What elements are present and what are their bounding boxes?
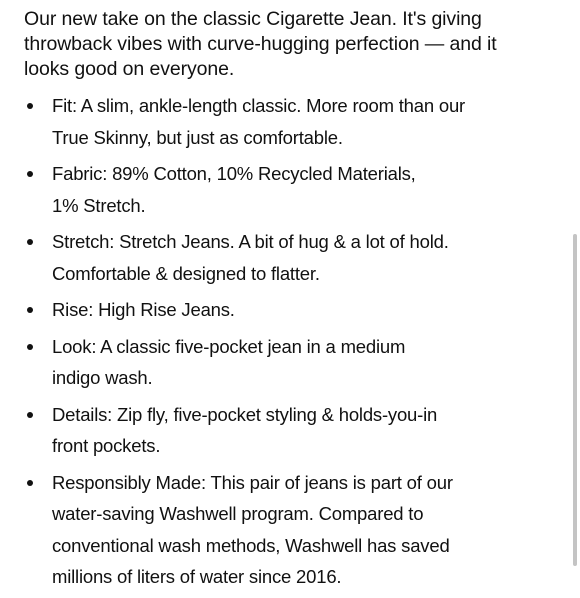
feature-item-look <box>24 331 564 394</box>
feature-line: Fabric: 89% Cotton, 10% Recycled Materials, <box>52 163 416 184</box>
intro-line: throwback vibes with curve-hugging perfection — and it <box>24 33 497 55</box>
vertical-scrollbar[interactable] <box>573 234 577 566</box>
feature-line: True Skinny, but just as comfortable. <box>52 126 343 148</box>
bullet-dot-icon <box>27 171 33 177</box>
feature-line: Fit: A slim, ankle-length classic. More room than our <box>52 95 466 116</box>
intro-line: Our new take on the classic Cigarette Jean. It's giving <box>24 8 482 30</box>
feature-line: Stretch: Stretch Jeans. A bit of hug & a lot of hold. <box>52 231 449 252</box>
feature-item-details <box>24 399 564 462</box>
bullet-dot-icon <box>27 307 33 313</box>
feature-line: 1% Stretch. <box>52 194 146 216</box>
feature-list <box>24 90 564 593</box>
product-description <box>24 7 564 598</box>
feature-line: water-saving Washwell program. Compared to <box>52 503 424 524</box>
feature-item-fit <box>24 90 564 153</box>
feature-line: Details: Zip fly, five-pocket styling & holds-you-in <box>52 403 438 425</box>
feature-line: Rise: High Rise Jeans. <box>52 299 235 320</box>
feature-line: millions of liters of water since 2016. <box>52 566 342 587</box>
feature-item-responsibly-made <box>24 467 564 593</box>
feature-item-fabric <box>24 158 564 221</box>
feature-line: Responsibly Made: This pair of jeans is part of our <box>52 471 453 493</box>
feature-line: front pockets. <box>52 435 161 456</box>
bullet-dot-icon <box>27 344 33 350</box>
feature-line: Look: A classic five-pocket jean in a medium <box>52 335 406 357</box>
bullet-dot-icon <box>27 412 33 418</box>
bullet-dot-icon <box>27 103 33 109</box>
feature-line: conventional wash methods, Washwell has saved <box>52 534 450 556</box>
feature-line: indigo wash. <box>52 367 153 388</box>
bullet-dot-icon <box>27 239 33 245</box>
feature-item-stretch <box>24 226 564 289</box>
intro-line: looks good on everyone. <box>24 58 235 80</box>
intro-paragraph <box>24 7 564 82</box>
feature-item-rise <box>24 294 564 326</box>
bullet-dot-icon <box>27 480 33 486</box>
feature-line: Comfortable & designed to flatter. <box>52 262 320 284</box>
